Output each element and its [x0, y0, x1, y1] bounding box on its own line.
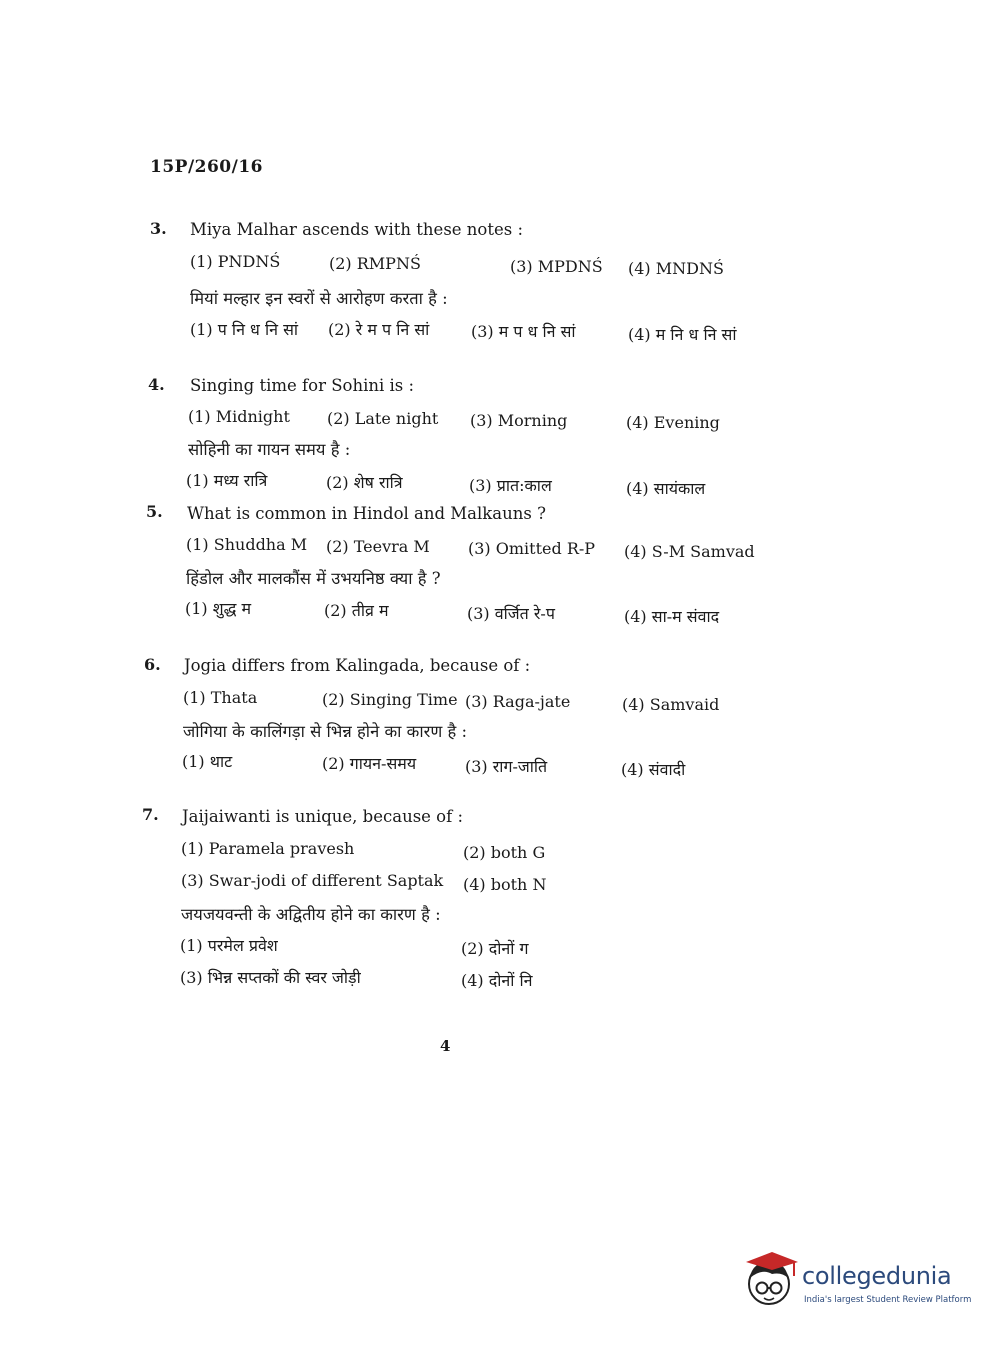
hindi-option-3: (3) म प ध नि सां [471, 322, 576, 341]
hindi-option-3: (3) प्रात:काल [469, 476, 552, 495]
question-text: Jaijaiwanti is unique, because of : [182, 807, 464, 826]
option-3: (3) Raga-jate [465, 692, 571, 711]
option-3: (3) Swar-jodi of different Saptak [181, 871, 444, 890]
option-1: (1) Thata [183, 688, 258, 707]
option-4: (4) MNDNŚ [628, 259, 724, 278]
question-text: Miya Malhar ascends with these notes : [190, 220, 524, 239]
hindi-option-4: (4) म नि ध नि सां [628, 325, 737, 344]
option-2: (2) Late night [327, 409, 439, 428]
hindi-option-4: (4) दोनों नि [461, 971, 533, 990]
hindi-option-2: (2) शेष रात्रि [326, 473, 403, 492]
question-number: 3. [150, 219, 167, 238]
option-4: (4) Evening [626, 413, 720, 432]
hindi-option-4: (4) सा-म संवाद [624, 607, 720, 626]
hindi-question-text: जोगिया के कालिंगड़ा से भिन्न होने का कारण है : [183, 722, 468, 741]
hindi-question-text: मियां मल्हार इन स्वरों से आरोहण करता है : [190, 289, 448, 308]
option-3: (3) MPDNŚ [510, 257, 603, 276]
logo-name: collegedunia [802, 1262, 952, 1290]
option-2: (2) Teevra M [326, 537, 430, 556]
hindi-option-2: (2) दोनों ग [461, 939, 529, 958]
hindi-option-1: (1) थाट [182, 752, 233, 771]
option-1: (1) Midnight [188, 407, 290, 426]
option-2: (2) RMPNŚ [329, 254, 421, 273]
option-4: (4) both N [463, 875, 547, 894]
hindi-option-4: (4) संवादी [621, 760, 686, 779]
question-text: What is common in Hindol and Malkauns ? [187, 504, 546, 523]
hindi-question-text: हिंडोल और मालकौंस में उभयनिष्ठ क्या है ? [186, 569, 441, 588]
question-number: 7. [142, 805, 159, 824]
hindi-question-text: जयजयवन्ती के अद्वितीय होने का कारण है : [181, 905, 441, 924]
hindi-option-2: (2) तीव्र म [324, 601, 389, 620]
hindi-option-2: (2) गायन-समय [322, 754, 417, 773]
hindi-option-3: (3) राग-जाति [465, 757, 548, 776]
mascot-icon [742, 1248, 800, 1310]
option-2: (2) Singing Time [322, 690, 458, 709]
option-1: (1) Paramela pravesh [181, 839, 355, 858]
hindi-option-1: (1) परमेल प्रवेश [180, 936, 278, 955]
question-text: Singing time for Sohini is : [190, 376, 415, 395]
question-number: 4. [148, 375, 165, 394]
option-1: (1) Shuddha M [186, 535, 308, 554]
hindi-option-1: (1) मध्य रात्रि [186, 471, 268, 490]
option-1: (1) PNDNŚ [190, 252, 281, 271]
hindi-option-3: (3) वर्जित रे-प [467, 604, 555, 623]
hindi-question-text: सोहिनी का गायन समय है : [188, 440, 351, 459]
option-3: (3) Omitted R-P [468, 539, 596, 558]
question-number: 5. [146, 502, 163, 521]
hindi-option-3: (3) भिन्न सप्तकों की स्वर जोड़ी [180, 968, 361, 987]
logo-tagline: India's largest Student Review Platform [804, 1295, 972, 1305]
option-4: (4) Samvaid [622, 695, 720, 714]
question-number: 6. [144, 655, 161, 674]
hindi-option-1: (1) शुद्ध म [185, 599, 252, 618]
question-text: Jogia differs from Kalingada, because of : [184, 656, 531, 675]
hindi-option-4: (4) सायंकाल [626, 479, 706, 498]
option-3: (3) Morning [470, 411, 568, 430]
hindi-option-1: (1) प नि ध नि सां [190, 320, 299, 339]
collegedunia-logo [742, 1248, 972, 1310]
option-4: (4) S-M Samvad [624, 542, 755, 561]
option-2: (2) both G [463, 843, 546, 862]
hindi-option-2: (2) रे म प नि सां [328, 320, 430, 339]
page-number: 4 [440, 1037, 451, 1055]
paper-code: 15P/260/16 [150, 157, 264, 177]
